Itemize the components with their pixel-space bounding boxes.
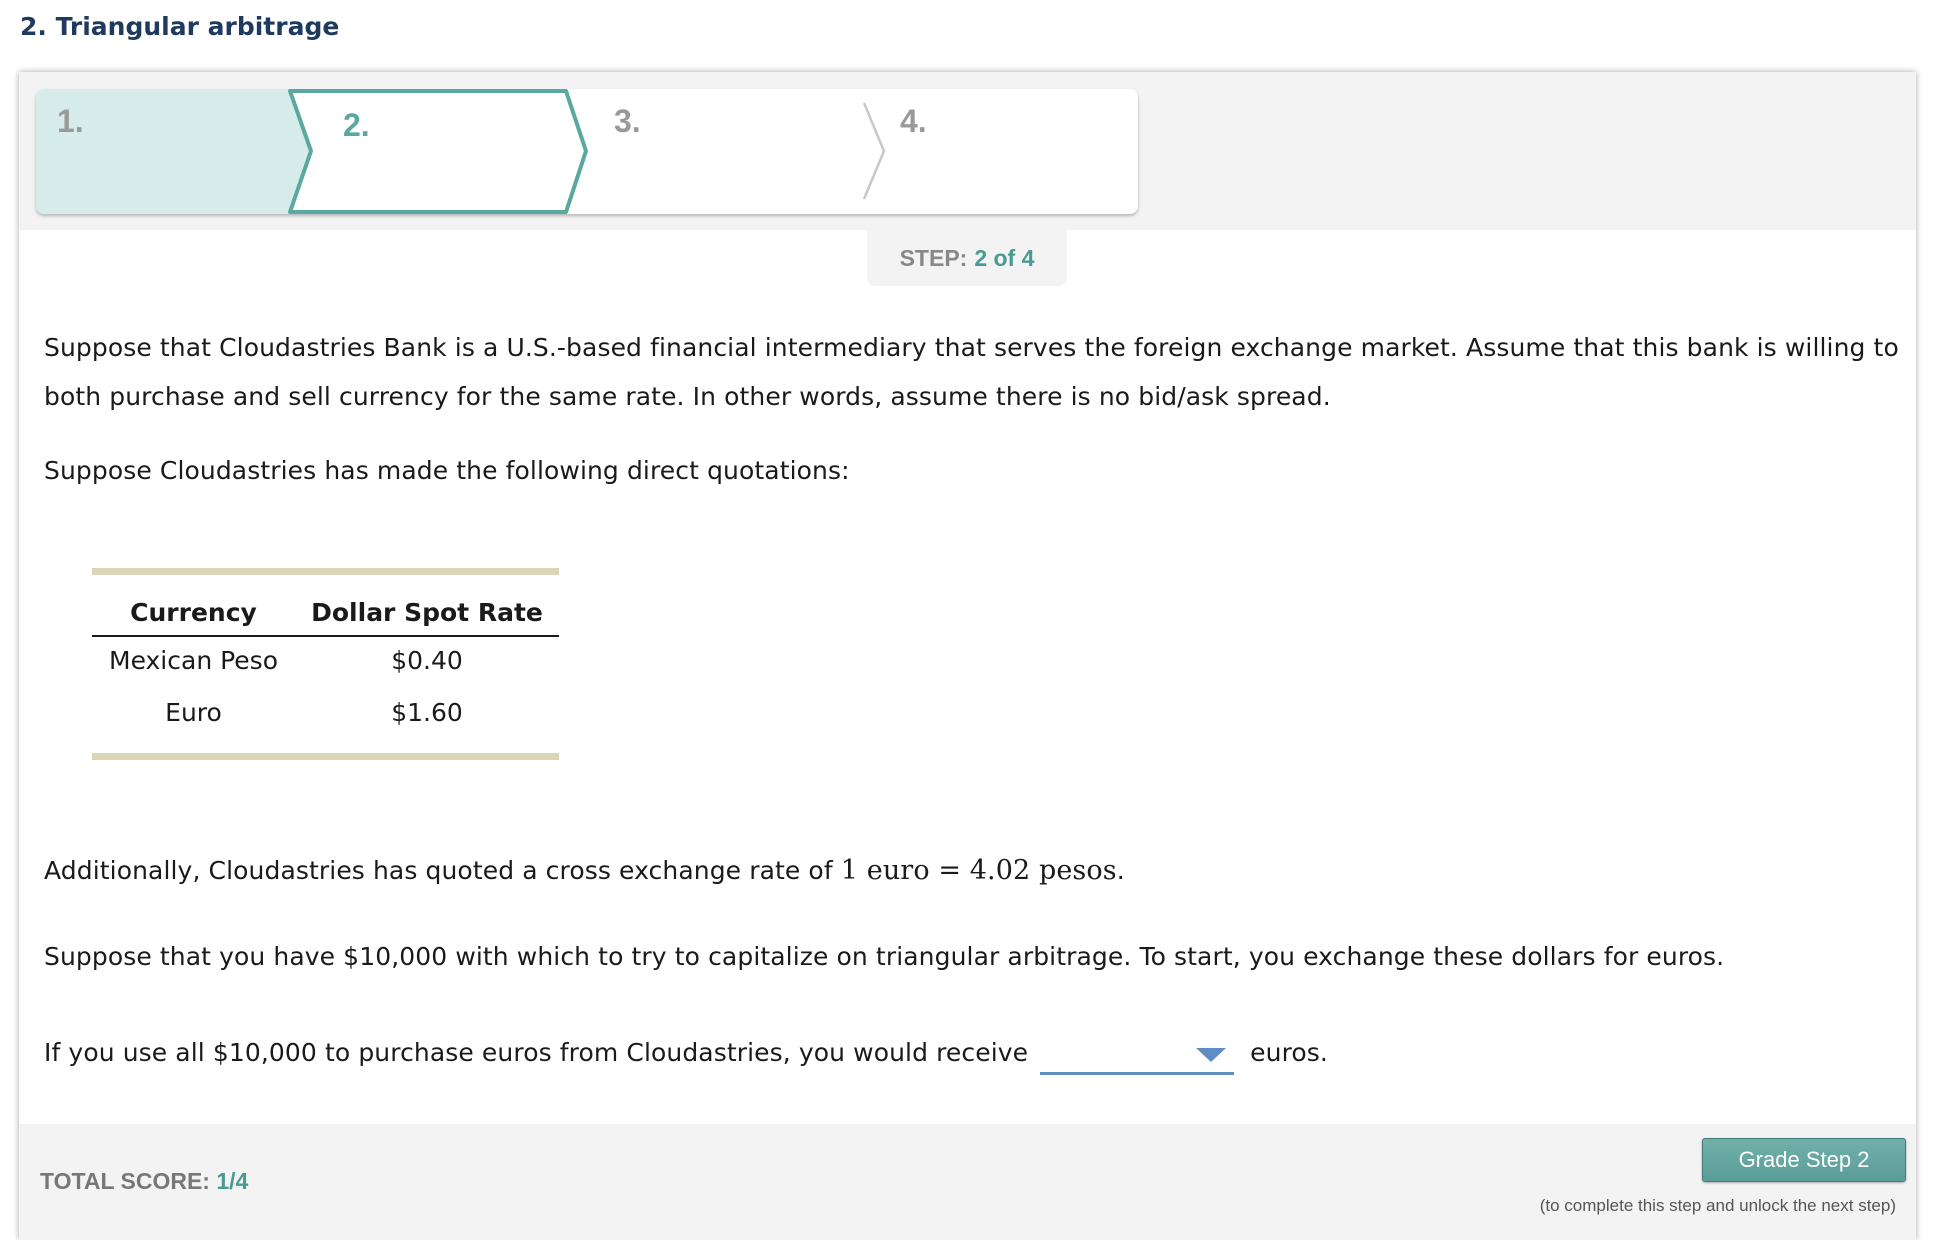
intro-line-2: both purchase and sell currency for the same rate. In other words, assume there is no bid/ask spread.: [44, 382, 1331, 411]
grade-note: (to complete this step and unlock the next step): [1539, 1196, 1896, 1215]
step-2-tab[interactable]: [290, 91, 586, 212]
cross-rate-suffix: .: [1116, 856, 1125, 885]
grade-step-button[interactable]: Grade Step 2: [1702, 1138, 1906, 1182]
step-tabs-graphic: [36, 89, 1138, 214]
cell-currency: Mexican Peso: [109, 646, 278, 675]
step-4-label: 4.: [900, 103, 927, 139]
cell-rate: $0.40: [391, 646, 463, 675]
step-indicator-prefix: STEP:: [899, 244, 968, 271]
step-separator: [864, 103, 884, 199]
table-row: [92, 698, 559, 734]
total-score-value: 1/4: [216, 1168, 249, 1194]
question-paragraph: [44, 1028, 1328, 1077]
intro-line-1: Suppose that Cloudastries Bank is a U.S.-based financial intermediary that serves the foreign exchange market. Assume that this bank is willing to: [44, 333, 1899, 362]
capital-paragraph: Suppose that you have $10,000 with which to try to capitalize on triangular arbitrage. To start, you exchange these dollars for euros.: [44, 942, 1725, 971]
cross-rate-equation: 1 euro = 4.02 pesos: [840, 855, 1117, 886]
cell-currency: Euro: [165, 698, 222, 727]
cell-rate: $1.60: [391, 698, 463, 727]
table-row: [92, 646, 559, 682]
cross-rate-paragraph: [44, 846, 1125, 895]
cross-rate-prefix: Additionally, Cloudastries has quoted a cross exchange rate of: [44, 856, 833, 885]
step-1-label[interactable]: 1.: [57, 103, 84, 139]
total-score: [40, 1168, 248, 1195]
panel-footer: [19, 1124, 1916, 1240]
header-dollar-spot-rate: Dollar Spot Rate: [311, 598, 543, 627]
table-header-rule: [92, 635, 559, 637]
question-title: 2. Triangular arbitrage: [20, 12, 340, 41]
step-navigation: [36, 89, 1138, 214]
euros-answer-dropdown[interactable]: [1040, 1034, 1234, 1075]
question-suffix: euros.: [1250, 1038, 1328, 1067]
total-score-label: TOTAL SCORE:: [40, 1168, 210, 1194]
step-2-label[interactable]: 2.: [343, 107, 370, 143]
quotations-paragraph: Suppose Cloudastries has made the following direct quotations:: [44, 456, 850, 485]
step-indicator: [867, 230, 1067, 286]
table-top-rule: [92, 568, 559, 575]
step-indicator-value: 2 of 4: [974, 244, 1035, 271]
question-prefix: If you use all $10,000 to purchase euros from Cloudastries, you would receive: [44, 1038, 1029, 1067]
intro-paragraph: [44, 323, 1899, 421]
table-header-row: [92, 598, 559, 628]
question-panel: [19, 72, 1916, 1240]
chevron-down-icon[interactable]: [1196, 1048, 1226, 1062]
step-3-label: 3.: [614, 103, 641, 139]
table-bottom-rule: [92, 753, 559, 760]
header-currency: Currency: [130, 598, 257, 627]
